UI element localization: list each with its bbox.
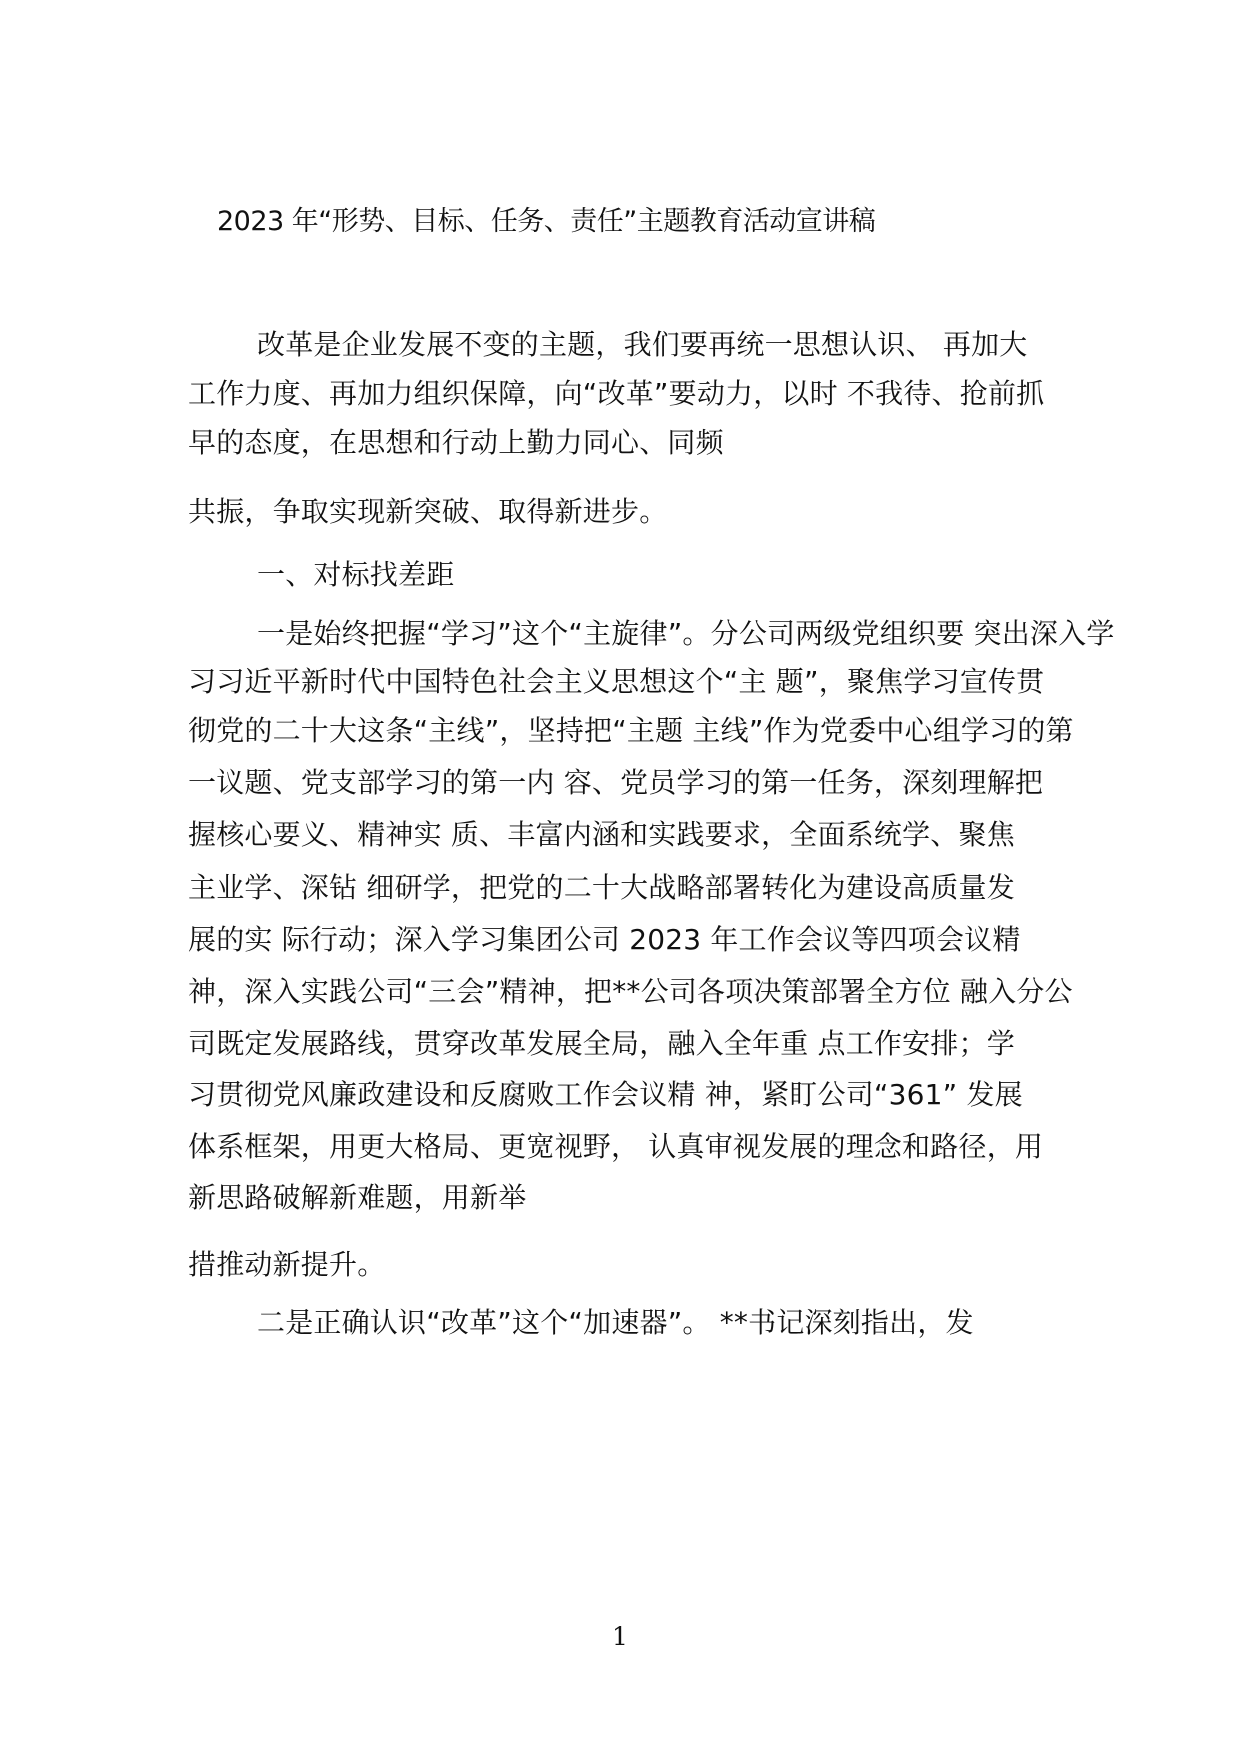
paragraph-line: 习贯彻党风廉政建设和反腐败工作会议精 神，紧盯公司“361” 发展 bbox=[188, 1078, 1023, 1111]
page-number: 1 bbox=[612, 1622, 628, 1651]
paragraph-line: 改革是企业发展不变的主题，我们要再统一思想认识、 再加大 bbox=[257, 328, 1028, 361]
paragraph-line: 措推动新提升。 bbox=[188, 1248, 386, 1281]
paragraph-line: 工作力度、再加力组织保障，向“改革”要动力，以时 不我待、抢前抓 bbox=[188, 377, 1045, 410]
paragraph-line: 新思路破解新难题，用新举 bbox=[188, 1181, 527, 1214]
paragraph-line: 司既定发展路线，贯穿改革发展全局，融入全年重 点工作安排；学 bbox=[188, 1027, 1015, 1060]
section-heading: 一、对标找差距 bbox=[257, 558, 455, 591]
paragraph-line: 习习近平新时代中国特色社会主义思想这个“主 题”，聚焦学习宣传贯 bbox=[188, 665, 1045, 698]
paragraph-line: 展的实 际行动；深入学习集团公司 2023 年工作会议等四项会议精 bbox=[188, 923, 1021, 956]
paragraph-line: 神，深入实践公司“三会”精神，把**公司各项决策部署全方位 融入分公 bbox=[188, 975, 1073, 1008]
paragraph-line: 主业学、深钻 细研学，把党的二十大战略部署转化为建设高质量发 bbox=[188, 871, 1015, 904]
paragraph-line: 早的态度，在思想和行动上勤力同心、同频 bbox=[188, 426, 724, 459]
paragraph-line: 一是始终把握“学习”这个“主旋律”。分公司两级党组织要 突出深入学 bbox=[257, 617, 1115, 650]
document-title: 2023 年“形势、目标、任务、责任”主题教育活动宣讲稿 bbox=[217, 206, 876, 237]
paragraph-line: 一议题、党支部学习的第一内 容、党员学习的第一任务，深刻理解把 bbox=[188, 766, 1044, 799]
paragraph-line: 共振，争取实现新突破、取得新进步。 bbox=[188, 495, 668, 528]
paragraph-line: 握核心要义、精神实 质、丰富内涵和实践要求，全面系统学、聚焦 bbox=[188, 818, 1015, 851]
paragraph-line: 体系框架，用更大格局、更宽视野， 认真审视发展的理念和路径，用 bbox=[188, 1130, 1044, 1163]
paragraph-line: 二是正确认识“改革”这个“加速器”。 **书记深刻指出，发 bbox=[257, 1306, 974, 1339]
paragraph-line: 彻党的二十大这条“主线”，坚持把“主题 主线”作为党委中心组学习的第 bbox=[188, 714, 1074, 747]
